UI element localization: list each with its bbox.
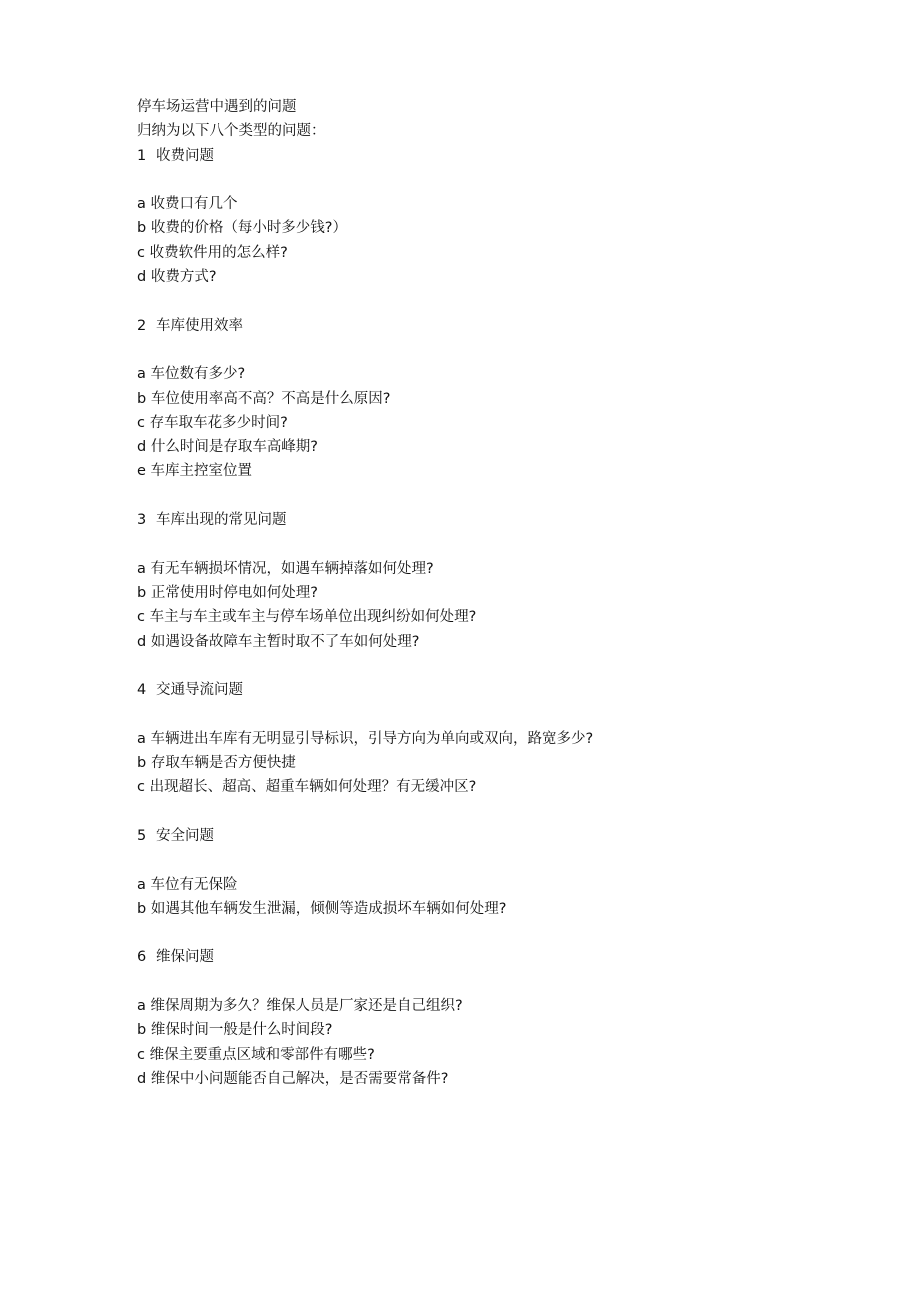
question-item: b 收费的价格（每小时多少钱?）	[137, 220, 348, 237]
blank-line	[137, 970, 837, 994]
question-item: e 车库主控室位置	[137, 463, 253, 480]
section-heading-text: 车库出现的常见问题	[156, 512, 287, 529]
blank-line	[137, 921, 837, 945]
document-title: 停车场运营中遇到的问题	[137, 99, 297, 115]
blank-line	[137, 654, 837, 678]
question-item: d 维保中小问题能否自己解决，是否需要常备件?	[137, 1070, 449, 1087]
question-item: c 车主与车主或车主与停车场单位出现纠纷如何处理?	[137, 609, 477, 626]
section-heading	[137, 144, 837, 168]
question-item: b 正常使用时停电如何处理?	[137, 584, 319, 601]
blank-line	[137, 532, 837, 556]
question-item: a 维保周期为多久？维保人员是厂家还是自己组织?	[137, 997, 463, 1014]
section-number: 5	[137, 827, 147, 844]
question-item: a 有无车辆损坏情况，如遇车辆掉落如何处理?	[137, 560, 434, 577]
section-number: 2	[137, 317, 147, 334]
section-heading-text: 车库使用效率	[156, 317, 243, 334]
question-item: b 车位使用率高不高？不高是什么原因?	[137, 390, 391, 407]
question-item: b 如遇其他车辆发生泄漏，倾侧等造成损坏车辆如何处理?	[137, 900, 507, 917]
question-item: d 如遇设备故障车主暂时取不了车如何处理?	[137, 633, 420, 650]
section-heading	[137, 508, 837, 532]
blank-line	[137, 484, 837, 508]
section-4	[137, 654, 837, 800]
section-heading-text: 安全问题	[156, 827, 214, 844]
question-item: c 维保主要重点区域和零部件有哪些?	[137, 1046, 375, 1063]
section-number: 3	[137, 512, 147, 529]
section-2	[137, 289, 837, 483]
document-intro: 归纳为以下八个类型的问题：	[137, 123, 326, 140]
section-heading-text: 交通导流问题	[156, 682, 243, 699]
question-item: b 维保时间一般是什么时间段?	[137, 1022, 333, 1039]
section-number: 4	[137, 682, 147, 699]
section-5	[137, 800, 837, 921]
section-6	[137, 921, 837, 1091]
document-body	[137, 95, 837, 1091]
blank-line	[137, 848, 837, 872]
question-item: a 车位有无保险	[137, 876, 238, 893]
question-item: d 什么时间是存取车高峰期?	[137, 439, 319, 456]
question-item: a 车辆进出车库有无明显引导标识，引导方向为单向或双向，路宽多少?	[137, 730, 594, 747]
section-3	[137, 484, 837, 654]
question-item: b 存取车辆是否方便快捷	[137, 755, 296, 772]
blank-line	[137, 168, 837, 192]
section-heading-text: 维保问题	[156, 949, 214, 966]
section-heading	[137, 824, 837, 848]
question-item: a 收费口有几个	[137, 196, 238, 213]
section-number: 6	[137, 949, 147, 966]
section-heading	[137, 945, 837, 969]
blank-line	[137, 289, 837, 313]
section-number: 1	[137, 147, 147, 164]
blank-line	[137, 338, 837, 362]
question-item: c 出现超长、超高、超重车辆如何处理？有无缓冲区?	[137, 779, 477, 796]
blank-line	[137, 702, 837, 726]
question-item: d 收费方式?	[137, 269, 217, 286]
blank-line	[137, 800, 837, 824]
sections-container	[137, 144, 837, 1092]
question-item: c 存车取车花多少时间?	[137, 414, 288, 431]
section-heading	[137, 678, 837, 702]
section-1	[137, 144, 837, 290]
question-item: a 车位数有多少?	[137, 366, 246, 383]
section-heading	[137, 314, 837, 338]
question-item: c 收费软件用的怎么样?	[137, 244, 288, 261]
section-heading-text: 收费问题	[156, 147, 214, 164]
